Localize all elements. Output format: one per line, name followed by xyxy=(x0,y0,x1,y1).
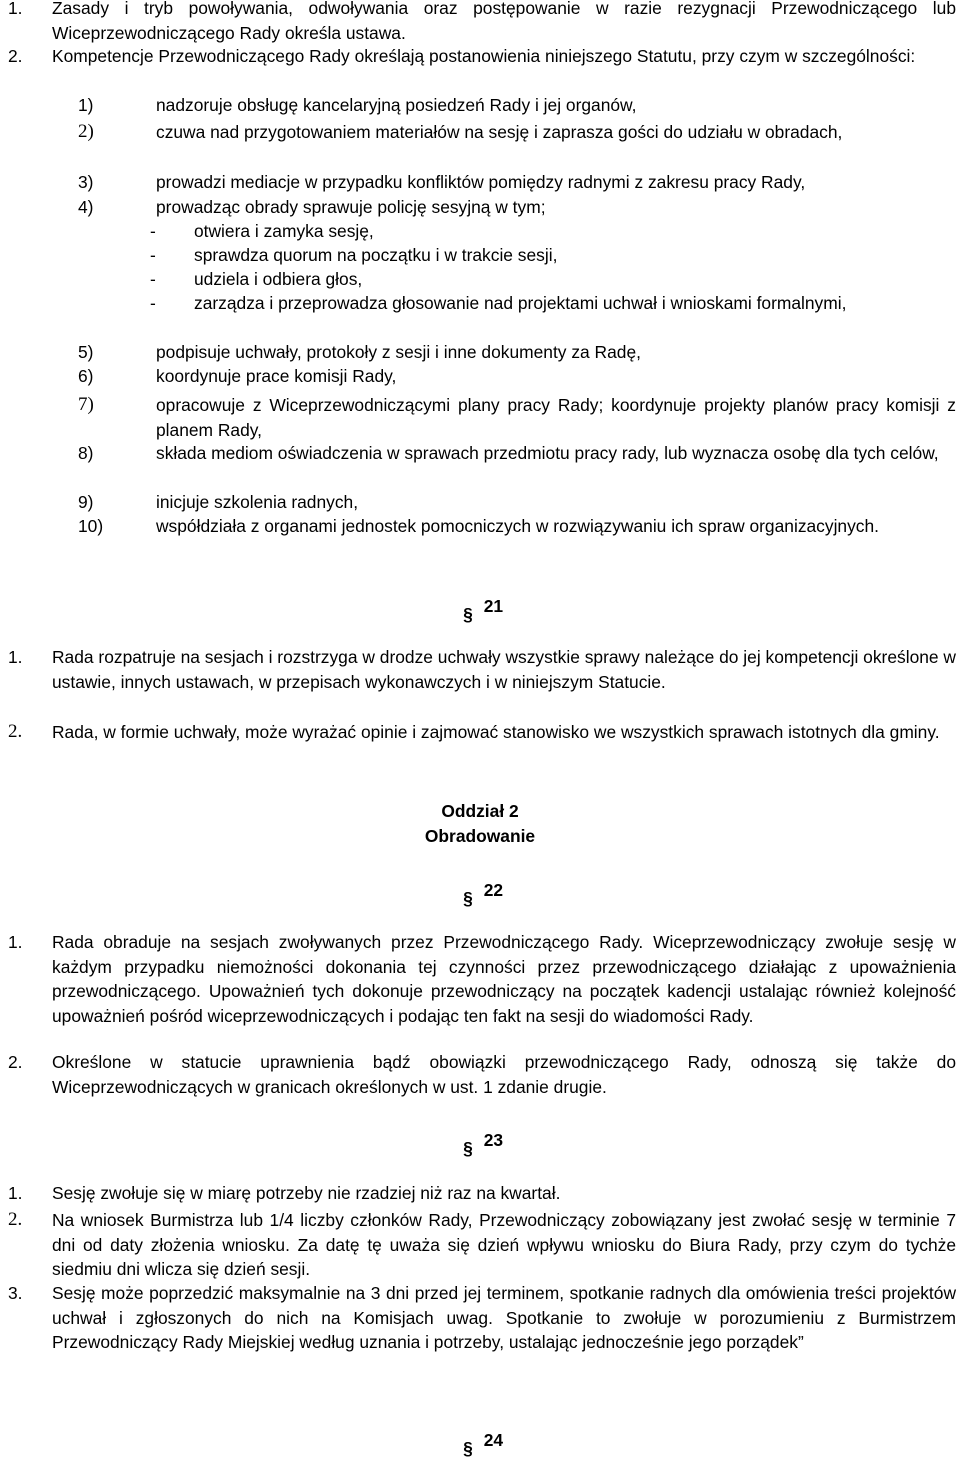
section-sign: § xyxy=(463,604,473,624)
item-text: współdziała z organami jednostek pomocniczych w rozwiązywaniu ich spraw organizacyjnych. xyxy=(156,516,880,536)
paragraph-heading-22 xyxy=(0,878,960,908)
section-name: Obradowanie xyxy=(424,825,536,846)
session-police-item xyxy=(150,291,890,316)
item-number: 1. xyxy=(8,0,23,18)
p22-item-2 xyxy=(8,1050,956,1099)
p21-item-1 xyxy=(8,645,956,694)
session-police-item xyxy=(150,243,956,268)
item-number: 2. xyxy=(8,1209,23,1230)
item-number: 1. xyxy=(8,647,23,667)
item-text: zarządza i przeprowadza głosowanie nad projektami uchwał i wnioskami formalnymi, xyxy=(194,293,847,313)
section-sign: § xyxy=(463,1138,473,1158)
item-number: 6) xyxy=(78,366,94,386)
item-text: Rada, w formie uchwały, może wyrażać opinie i zajmować stanowisko we wszystkich sprawach istotnych dla gminy. xyxy=(52,722,940,742)
item-number: 2. xyxy=(8,46,23,66)
item-number: 4) xyxy=(78,197,94,217)
item-text: otwiera i zamyka sesję, xyxy=(194,221,374,241)
item-text: Zasady i tryb powoływania, odwoływania oraz postępowanie w razie rezygnacji Przewodniczącego lub Wiceprzewodniczącego Rady określa ustawa. xyxy=(52,0,956,43)
item-number: 8) xyxy=(78,443,94,463)
item-number: 10) xyxy=(78,516,104,536)
item-text: prowadzi mediacje w przypadku konfliktów pomiędzy radnymi z zakresu pracy Rady, xyxy=(156,172,806,192)
p23-item-3 xyxy=(8,1281,956,1355)
intro-item-2 xyxy=(8,44,956,69)
item-text: Kompetencje Przewodniczącego Rady określają postanowienia niniejszego Statutu, przy czym w szczególności: xyxy=(52,46,916,66)
item-text: nadzoruje obsługę kancelaryjną posiedzeń Rady i jej organów, xyxy=(156,95,637,115)
item-number: 1. xyxy=(8,932,23,952)
item-text: podpisuje uchwały, protokoły z sesji i inne dokumenty za Radę, xyxy=(156,342,641,362)
item-number: 5) xyxy=(78,342,94,362)
paragraph-heading-21 xyxy=(0,594,960,624)
competence-item xyxy=(78,364,956,389)
paragraph-heading-24 xyxy=(0,1428,960,1458)
competence-item xyxy=(78,195,956,220)
item-text: czuwa nad przygotowaniem materiałów na sesję i zaprasza gości do udziału w obradach, xyxy=(156,122,843,142)
item-text: Sesję zwołuje się w miarę potrzeby nie rzadziej niż raz na kwartał. xyxy=(52,1183,561,1203)
item-number: 9) xyxy=(78,492,94,512)
dash-bullet: - xyxy=(150,245,156,265)
section-sign: § xyxy=(463,1438,473,1458)
paragraph-number: 21 xyxy=(483,596,504,616)
intro-item-1 xyxy=(8,0,956,45)
item-text: Sesję może poprzedzić maksymalnie na 3 dni przed jej terminem, spotkanie radnych dla omówienia treści projektów uchwał i zgłoszonych do nich na Komisjach uwag. Spotkanie to zwołuje w porozumieniu z Burmistrzem Przewodniczący Rady Miejskiej według uznania i potrzeby, ustalając jednocześnie jego porządek” xyxy=(52,1283,956,1352)
item-text: Rada rozpatruje na sesjach i rozstrzyga w drodze uchwały wszystkie sprawy należące do jej kompetencji określone w ustawie, innych ustawach, w przepisach wykonawczych i w niniejszym Statucie. xyxy=(52,647,956,692)
item-number: 2. xyxy=(8,721,23,742)
dash-bullet: - xyxy=(150,269,156,289)
item-text: inicjuje szkolenia radnych, xyxy=(156,492,359,512)
item-text: Rada obraduje na sesjach zwoływanych przez Przewodniczącego Rady. Wiceprzewodniczący zwołuje sesję w każdym przypadku niemożności dokonania tej czynności przez przewodniczącego działając z upoważnienia przewodniczącego. Upoważnień tych dokonuje przewodniczący na początek kadencji ustalając również kolejność upoważnień pośród wiceprzewodniczących i podając ten fakt na sesji do wiadomości Rady. xyxy=(52,932,956,1026)
paragraph-number: 23 xyxy=(483,1130,504,1150)
item-text: Na wniosek Burmistrza lub 1/4 liczby członków Rady, Przewodniczący zobowiązany jest zwołać sesję w terminie 7 dni od daty złożenia wniosku. Za datę tę uważa się dzień wpływu wniosku do Biura Rady, przy czym do tychże siedmiu dni wlicza się dzień sesji. xyxy=(52,1210,956,1279)
competence-item xyxy=(78,514,956,539)
item-text: opracowuje z Wiceprzewodniczącymi plany pracy Rady; koordynuje projekty planów pracy komisji z planem Rady, xyxy=(156,395,956,440)
p22-item-1 xyxy=(8,930,956,1028)
item-number: 3. xyxy=(8,1283,23,1303)
item-number: 3) xyxy=(78,172,94,192)
item-text: składa mediom oświadczenia w sprawach przedmiotu pracy rady, lub wyznacza osobę dla tych celów, xyxy=(156,443,939,463)
dash-bullet: - xyxy=(150,293,156,313)
section-sign: § xyxy=(463,888,473,908)
session-police-item xyxy=(150,267,956,292)
item-number: 2. xyxy=(8,1052,23,1072)
item-number: 2) xyxy=(78,121,94,142)
paragraph-number: 22 xyxy=(483,880,504,900)
item-number: 7) xyxy=(78,394,94,415)
competence-item xyxy=(78,120,956,145)
item-number: 1) xyxy=(78,95,94,115)
paragraph-number: 24 xyxy=(483,1430,504,1450)
competence-item xyxy=(78,490,956,515)
competence-item xyxy=(78,393,956,442)
p21-item-2 xyxy=(8,720,956,745)
dash-bullet: - xyxy=(150,221,156,241)
competence-item xyxy=(78,170,956,195)
competence-item xyxy=(78,441,956,466)
item-text: sprawdza quorum na początku i w trakcie sesji, xyxy=(194,245,558,265)
item-text: udziela i odbiera głos, xyxy=(194,269,363,289)
section-title xyxy=(0,799,960,848)
session-police-item xyxy=(150,219,956,244)
p23-item-1 xyxy=(8,1181,956,1206)
section-number: Oddział 2 xyxy=(441,801,519,821)
competence-item xyxy=(78,340,956,365)
item-text: koordynuje prace komisji Rady, xyxy=(156,366,397,386)
competence-item xyxy=(78,93,956,118)
item-text: prowadząc obrady sprawuje policję sesyjną w tym; xyxy=(156,197,546,217)
item-number: 1. xyxy=(8,1183,23,1203)
item-text: Określone w statucie uprawnienia bądź obowiązki przewodniczącego Rady, odnoszą się także do Wiceprzewodniczących w granicach określonych w ust. 1 zdanie drugie. xyxy=(52,1052,956,1097)
p23-item-2 xyxy=(8,1208,956,1282)
paragraph-heading-23 xyxy=(0,1128,960,1158)
